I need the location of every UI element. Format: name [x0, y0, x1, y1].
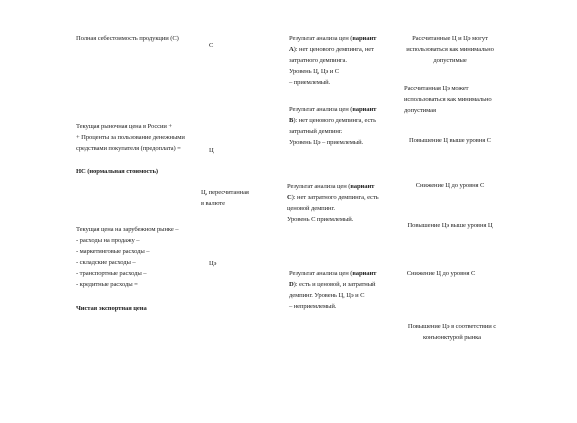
- symbol-c: С: [209, 42, 214, 49]
- recommendation-5: Повышение Цэ выше уровня Ц: [407, 222, 493, 229]
- recommendation-6: Снижение Ц до уровня С: [406, 270, 476, 277]
- foreign-price-block: Текущая цена на зарубежном рынке – - расходы на продажу – - маркетинговые расходы – - складские расходы – - транспортные расходы – - кредитные расходы =: [76, 226, 179, 288]
- recommendation-1: Рассчитанные Ц и Цэ могут использоваться как минимально допустимые: [406, 35, 494, 64]
- variant-b-result: Результат анализа цен (вариант В): нет ценового демпинга, есть затратный демпинг. Уровень Цэ – приемлемый.: [289, 106, 377, 146]
- converted-price-label: Ц, пересчитанная в валюте: [201, 189, 249, 207]
- normal-value-label: НС (нормальная стоимость): [76, 168, 158, 175]
- full-cost-label: Полная себестоимость продукции (С): [76, 35, 179, 42]
- variant-a-result: Результат анализа цен (вариант А): нет ценового демпинга, нет затратного демпинга. Уровень Ц, Цэ и С – приемлемый.: [289, 35, 377, 86]
- recommendation-4: Снижение Ц до уровня С: [415, 182, 485, 189]
- variant-c-result: Результат анализа цен (вариант С): нет затратного демпинга, есть ценовой демпинг. Уровень С приемлемый.: [287, 183, 379, 223]
- recommendation-7: Повышение Цэ в соответствии с конъюнктурой рынка: [407, 323, 497, 341]
- recommendation-2: Рассчитанная Цэ может использоваться как минимально допустимая: [404, 85, 492, 114]
- variant-d-result: Результат анализа цен (вариант D): есть и ценовой, и затратный демпинг. Уровень Ц, Цэ и С – неприемлемый.: [289, 270, 377, 310]
- symbol-export-price: Цэ: [209, 260, 217, 267]
- domestic-price-block: Текущая рыночная цена в России + + Проценты за пользование денежными средствами покупателя (предоплата) =: [76, 123, 185, 152]
- recommendation-3: Повышение Ц выше уровня С: [409, 137, 491, 144]
- net-export-price-label: Чистая экспортная цена: [76, 305, 147, 312]
- symbol-price: Ц: [209, 147, 214, 154]
